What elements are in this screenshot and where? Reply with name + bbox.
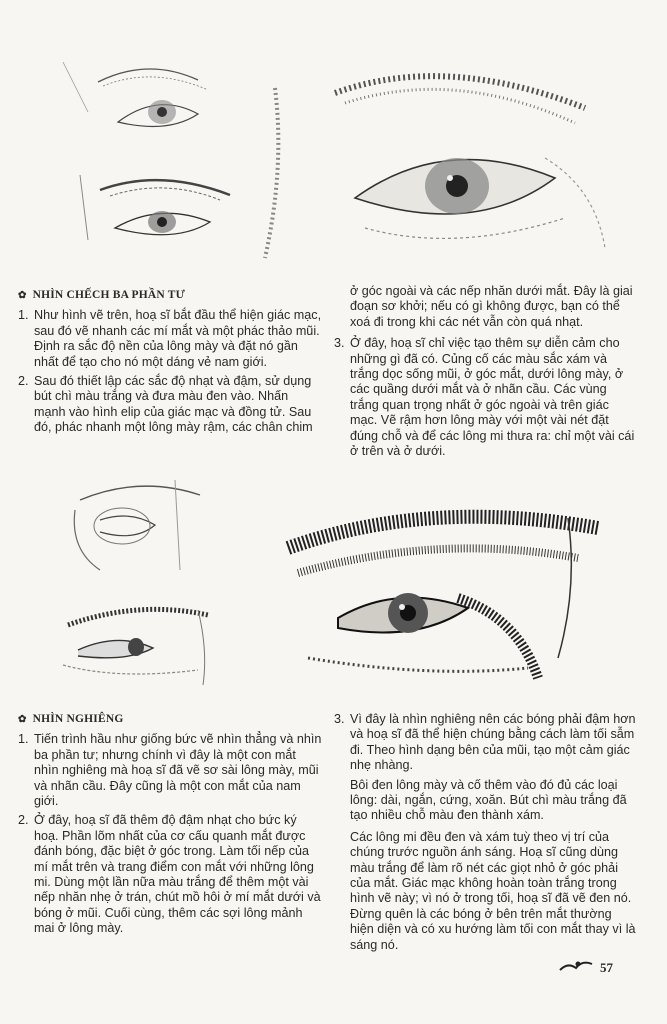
sketch-eye-three-quarter-step1 xyxy=(58,52,238,144)
section1-left-column xyxy=(18,288,322,440)
section2-left-column xyxy=(18,712,322,941)
decorative-figure-icon xyxy=(558,958,596,978)
list-item xyxy=(18,308,322,370)
item-number: 2. xyxy=(18,813,29,828)
item-text: Ở đây, hoạ sĩ chỉ việc tạo thêm sự diễn cảm cho những gì đã có. Củng cố các màu sắc xám và trắng dọc sống mũi, ở góc mắt, dưới lông mày, ở các quầng dưới mắt và ở nhãn cầu. Các vùng trắng quan trọng nhất ở góc ngoài và trên giác mạc. Vẽ rậm hơn lông mày với một vài nét đặt đúng chỗ và để các lông mi thưa ra: chỉ một vài cái ở trên và ở dưới. xyxy=(350,336,635,459)
list-item xyxy=(334,336,638,459)
paragraph: Bôi đen lông mày và cố thêm vào đó đủ các loại lông: dài, ngắn, cứng, xoăn. Bút chì màu trắng đã tạo nhiều chỗ màu đen thành xám. xyxy=(350,777,627,823)
list-item xyxy=(18,813,322,936)
item-text: Ở đây, hoạ sĩ đã thêm độ đậm nhạt cho bức ký hoạ. Phần lõm nhất của cơ cấu quanh mắt được đánh bóng, đặc biệt ở góc trong. Làm tối nếp của mí mắt trên và trang điểm con mắt với những lông mi. Dùng một lần nữa màu trắng để thêm một vài nếp nhăn nhẹ ở trán, chút mồ hôi ở mí mắt dưới và bóng ở mũi. Cuối cùng, thêm các sợi lông mảnh mai ở lông mày. xyxy=(34,813,321,936)
flower-bullet-icon: ✿ xyxy=(18,714,27,725)
sketch-eye-three-quarter-final xyxy=(245,48,625,270)
item-text: Tiến trình hầu như giống bức vẽ nhìn thẳng và nhìn ba phần tư; nhưng chính vì đây là một con mắt nhìn nghiêng mà hoạ sĩ đã vẽ sơ sài lông mày, mũi và nhãn cầu. Đây cũng là một con mắt của nam giới. xyxy=(34,732,322,809)
list-item xyxy=(18,732,322,809)
section2-heading-text: NHÌN NGHIÊNG xyxy=(32,713,124,725)
sketch-eye-profile-step1 xyxy=(60,470,210,580)
flower-bullet-icon: ✿ xyxy=(18,290,27,301)
item-number: 1. xyxy=(18,308,29,323)
item-text: Như hình vẽ trên, hoạ sĩ bắt đầu thể hiện giác mạc, sau đó vẽ nhanh các mí mắt và một phác thảo mũi. Định ra sắc độ nền của lông mày và đặt nó gần nhất để tạo cho nó một dáng vẻ nam giới. xyxy=(34,308,322,369)
section2-right-column xyxy=(334,712,638,959)
page-number: 57 xyxy=(600,960,613,975)
item-number: 3. xyxy=(334,712,345,726)
page-footer xyxy=(558,958,613,978)
continuation-text: ở góc ngoài và các nếp nhăn dưới mắt. Đây là giai đoạn sơ khởi; nếu có gì không được, bạn có thể xoá đi trong khi các nét vẫn còn quá nhạt. xyxy=(350,284,633,329)
item-number: 1. xyxy=(18,732,29,747)
sketch-eye-profile-step2 xyxy=(58,590,216,690)
item-text: Vì đây là nhìn nghiêng nên các bóng phải đậm hơn và hoạ sĩ đã thể hiện chúng bằng cách làm tối sẫm đi. Theo hình dạng bên của mũi, tạo một cảm giác nhẹ nhàng. xyxy=(350,712,636,773)
list-item xyxy=(18,374,322,436)
list-item xyxy=(334,712,638,774)
item-number: 3. xyxy=(334,336,345,351)
section1-heading-text: NHÌN CHẾCH BA PHẦN TƯ xyxy=(32,289,186,301)
sketch-eye-profile-final xyxy=(278,478,614,700)
item-text: Sau đó thiết lập các sắc độ nhạt và đậm, sử dụng bút chì màu trắng và đưa màu đen vào. Nhấn mạnh vào hình elip của giác mạc và đồng tử. Sau đó, phác nhanh một lông mày rậm, các chân chim xyxy=(34,374,313,435)
section1-heading xyxy=(18,288,322,303)
item-number: 2. xyxy=(18,374,29,389)
paragraph: Các lông mi đều đen và xám tuỳ theo vị trí của chúng trước nguồn ánh sáng. Hoạ sĩ cũng dùng màu trắng để làm rõ nét các giọt nhỏ ở góc phải của mắt. Giác mạc không hoàn toàn trắng trong hình vẽ này; vì nó ở trong tối, hoạ sĩ đã vẽ đen nó. Đừng quên là các bóng ở bên trên mắt thường hiện diện và có xu hướng làm tối con mắt thay vì là sáng nó. xyxy=(350,829,636,952)
section1-right-column xyxy=(334,284,638,463)
section2-heading xyxy=(18,712,322,727)
sketch-eye-three-quarter-step2 xyxy=(70,170,245,256)
